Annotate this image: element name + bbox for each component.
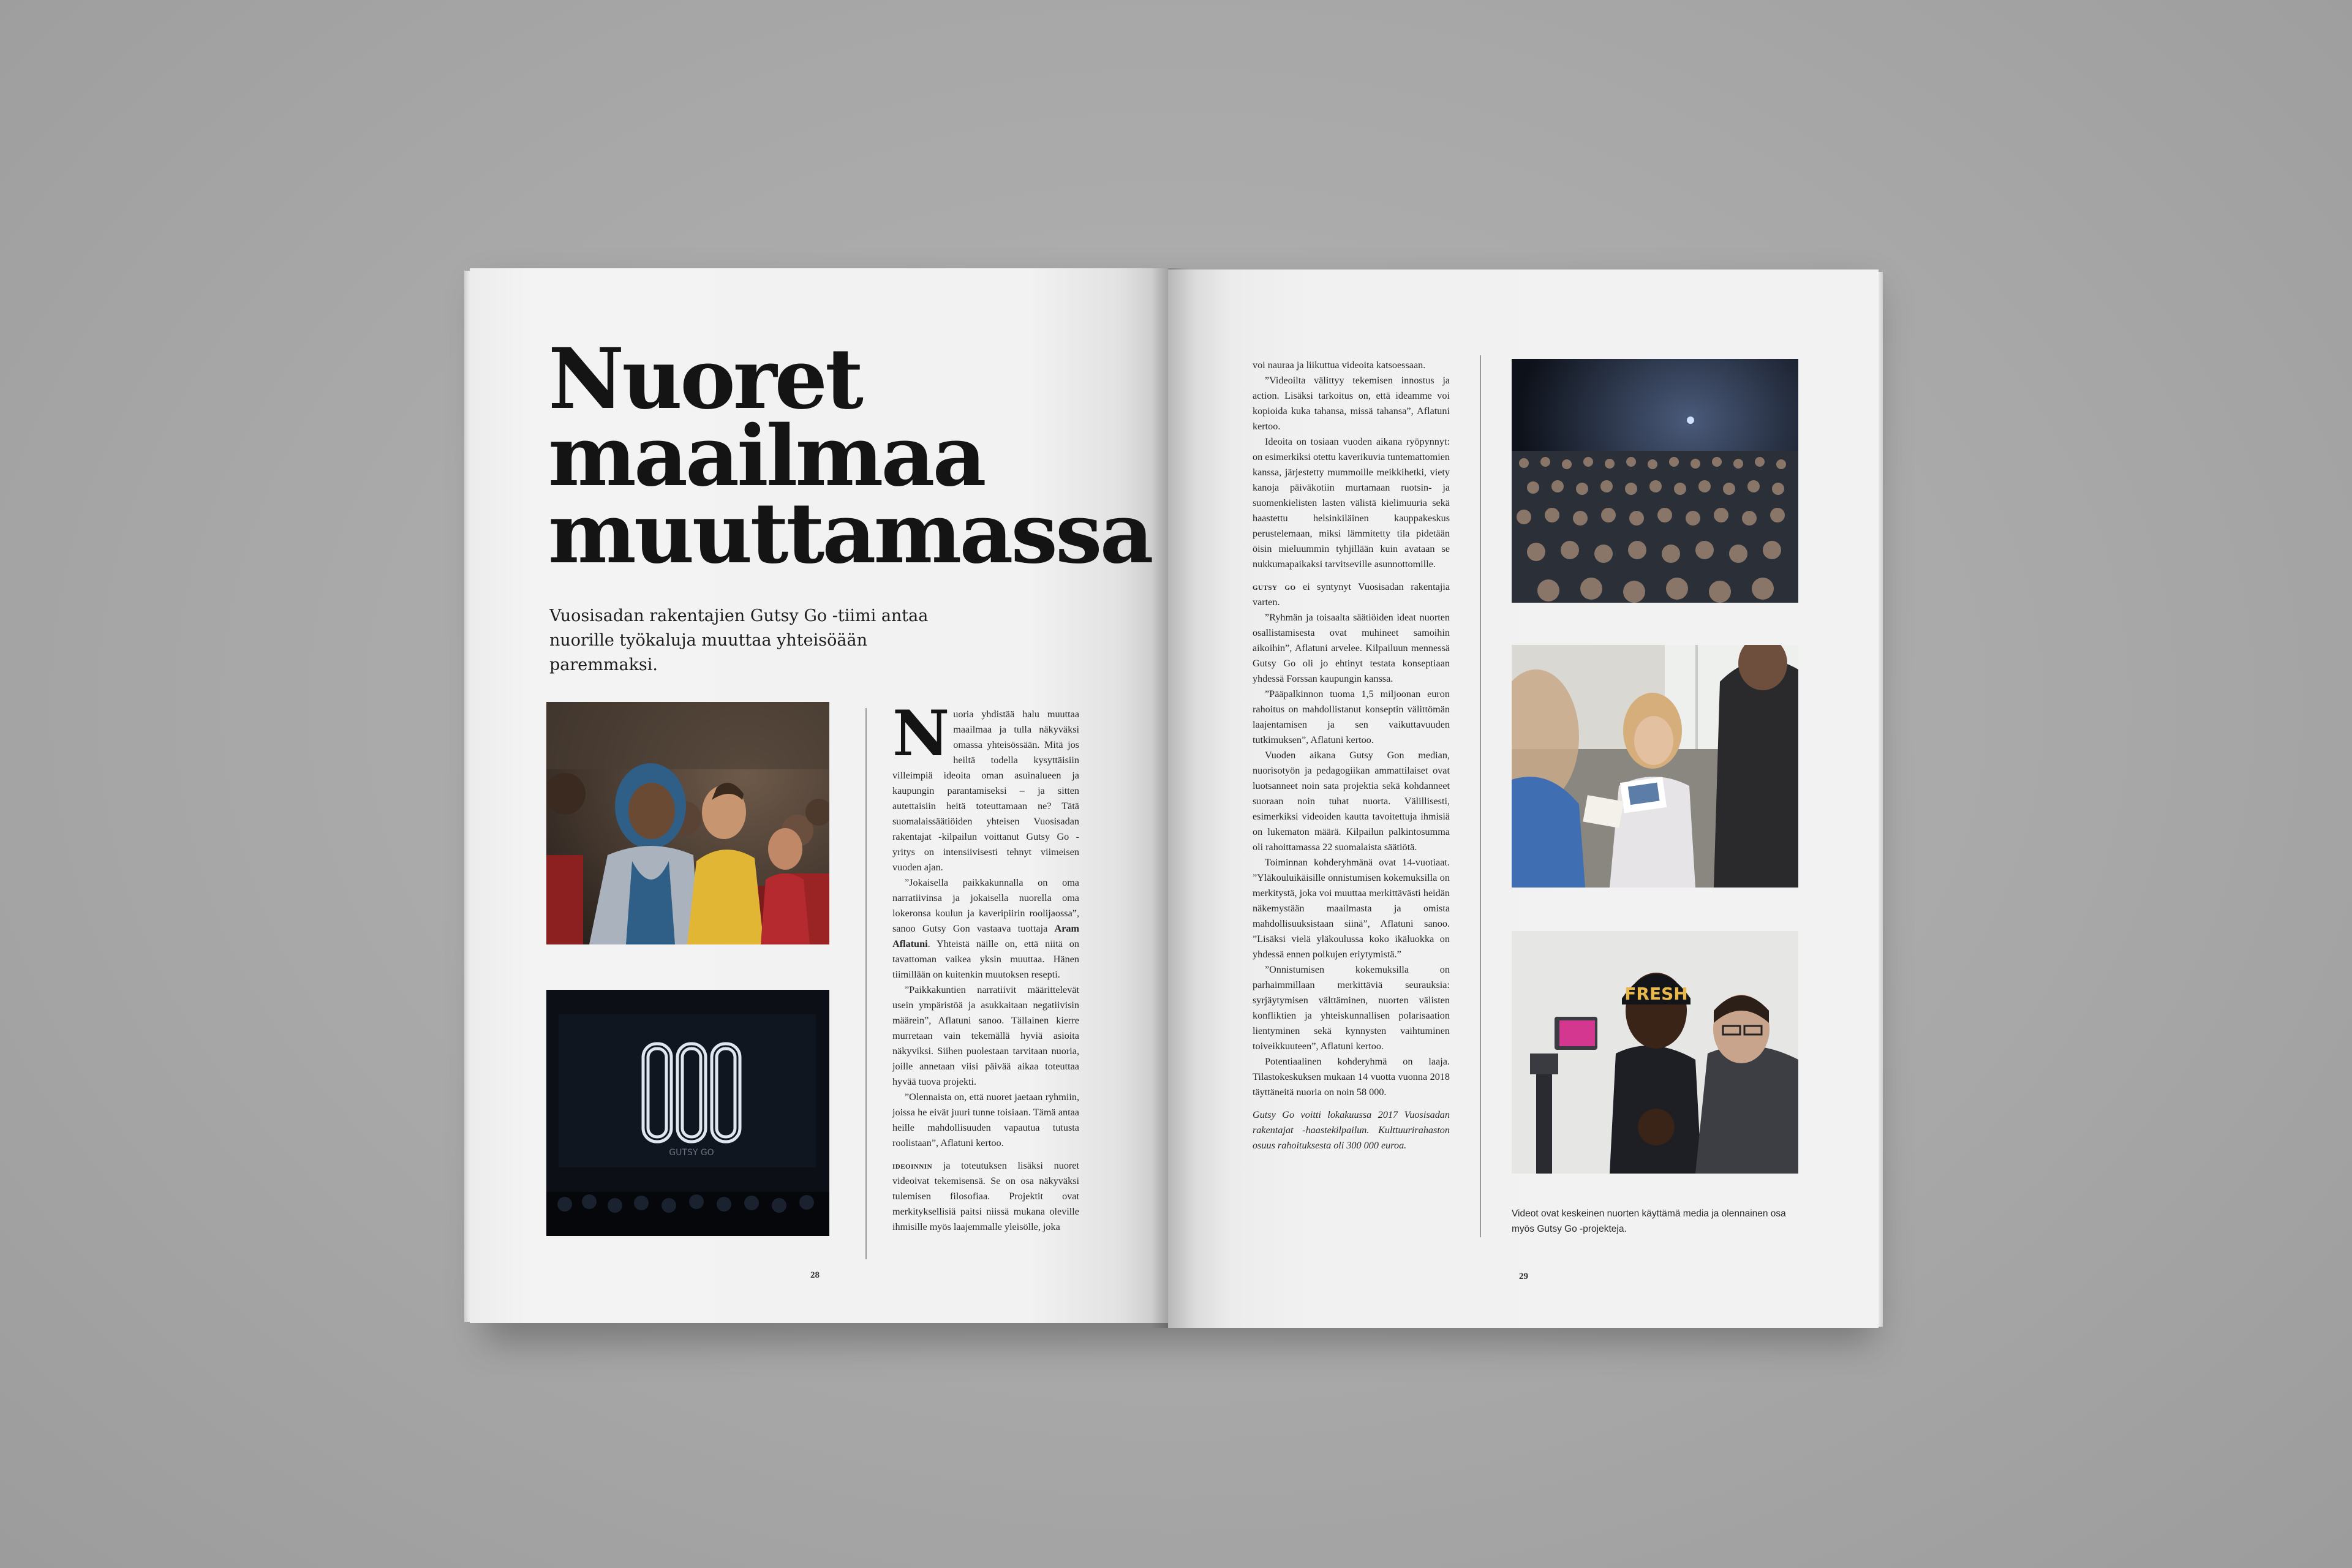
audience-photo (546, 702, 829, 944)
paragraph-4: ”Olennaista on, että nuoret jaetaan ryhmiin, joissa he eivät juuri tunne toisiaan. Tämä antaa heille mahdollisuuden vapautua tutusta roolistaan”, Aflatuni kertoo. (892, 1091, 1079, 1148)
headline-line-2: maailmaa (548, 407, 984, 505)
r-paragraph-8: Toiminnan kohderyhmänä ovat 14-vuotiaat. ”Yläkouluikäisille onnistumisen kokemuksilla on merkitystä, joka voi muuttaa merkittävästi heidän näkemystään maailmasta ja omista mahdollisuuksistaan siinä”, Aflatuni sanoo. ”Lisäksi vielä yläkoulussa koko ikäluokka on yhdessä ennen polkujen eriytymistä.” (1253, 857, 1450, 960)
r-paragraph-6: ”Pääpalkinnon tuoma 1,5 miljoonan euron rahoitus on mahdollistanut konseptin välittömän laajentamisen ja sen vaikuttavuuden tutkimuksen”, Aflatuni kertoo. (1253, 688, 1450, 745)
paragraph-5 (892, 1158, 1079, 1235)
intro-text: uoria yhdistää halu muuttaa maailmaa ja tulla näkyväksi omassa yhteisössään. Mitä jos heiltä todella kysyttäisiin villeimpiä ideoita oman asuinalueen ja kaupungin parantamiseksi – ja sitten autettaisiin heitä toteuttamaan ne? Tätä suomalaissäätiöiden yhteisen Vuosisadan rakentajat -kilpailun voittanut Gutsy Go -yritys on intensiivisesti tehnyt viimeisen vuoden ajan. (892, 709, 1079, 873)
r-paragraph-4-lead: gutsy go (1253, 581, 1296, 592)
theatre-crowd-photo (1512, 359, 1798, 603)
paragraph-2-text-b: . Yhteistä näille on, että niitä on tavattoman vaikea yksin muuttaa. Hänen tiimillään on kuitenkin muutoksen resepti. (892, 938, 1079, 980)
right-body-column (1253, 358, 1450, 1153)
r-paragraph-3: Ideoita on tosiaan vuoden aikana ryöpynnyt: on esimerkiksi otettu kaverikuvia tuntemattomien kanssa, järjestetty mummoille meikkihetki, viety kanoja päiväkotiin murtamaan ruotsin- ja suomenkielisten lasten välistä kielimuuria sekä haastettu helsinkiläinen kauppakeskus perustelemaan, miksi lämmitetty tila pidetään öisin mieluummin tyhjillään kuin avataan se nukkumapaikaksi tarvitseville asunnottomille. (1253, 436, 1450, 570)
left-body-column (892, 697, 1079, 1235)
right-page (1168, 270, 1879, 1328)
paragraph-5-lead: ideoinnin (892, 1160, 933, 1171)
r-paragraph-1: voi nauraa ja liikuttua videoita katsoessaan. (1253, 360, 1426, 371)
r-paragraph-5: ”Ryhmän ja toisaalta säätiöiden ideat nuorten osallistamisesta ovat muhineet samoihin aikoihin”, Aflatuni arvelee. Kilpailuun mennessä Gutsy Go oli jo ehtinyt testata konseptiaan yhdessä Forssan kaupungin kanssa. (1253, 612, 1450, 684)
theatre-crowd-image (1512, 359, 1798, 603)
r-paragraph-4 (1253, 579, 1450, 610)
lede-paragraph: Vuosisadan rakentajien Gutsy Go -tiimi antaa nuorille työkaluja muuttaa yhteisöään paremmaksi. (549, 606, 929, 674)
paragraph-3: ”Paikkakuntien narratiivit määrittelevät usein ympäristöä ja asukkaitaan negatiivisin määrein”, Aflatuni sanoo. Tällainen kierre murretaan vain tekemällä hyviä asioita näkyviksi. Siihen puolestaan tarvitaan nuoria, joille annetaan viisi päivää aikaa toteuttaa hyvää tuova projekti. (892, 984, 1079, 1087)
paragraph-5-text: ja toteutuksen lisäksi nuoret videoivat tekemisensä. Se on osa näkyväksi tulemisen filosofiaa. Projektit ovat merkityksellisiä paitsi niissä mukana oleville ihmisille myös laajemmalle yleisölle, joka (892, 1160, 1079, 1232)
photo-caption: Videot ovat keskeinen nuorten käyttämä media ja olennainen osa myös Gutsy Go -projekteja. (1512, 1208, 1786, 1234)
r-paragraph-7: Vuoden aikana Gutsy Gon median, nuorisotyön ja pedagogiikan ammattilaiset ovat luotsanneet noin sata projektia sekä kohdanneet suoraan noin tuhat nuorta. Välillisesti, esimerkiksi videoiden kautta tavoitettuja ihmisiä on lukematon määrä. Kilpailun palkintosumma oli rahoittamassa 22 suomalaista säätiötä. (1253, 750, 1450, 853)
workshop-image (1512, 645, 1798, 888)
paragraph-2-text-a: ”Jokaisella paikkakunnalla on oma narratiivinsa ja jokaisella nuorella oma lokeronsa koulun ja kaveripiirin roolijaossa”, sanoo Gutsy Gon vastaava tuottaja (892, 877, 1079, 934)
headline (548, 330, 1152, 582)
paragraph-2 (892, 875, 1079, 982)
r-paragraph-9: ”Onnistumisen kokemuksilla on parhaimmillaan merkittäviä seurauksia: syrjäytymisen välttäminen, nuorten välisten konfliktien ja yhteiskunnallisen polarisaation lientyminen sekä kynnysten vaihtuminen toiveikkuuteen”, Aflatuni kertoo. (1253, 964, 1450, 1052)
screen-text: GUTSY GO (669, 1148, 714, 1158)
drop-cap: N (892, 697, 950, 771)
headline-line-1: Nuoret (548, 330, 861, 428)
screen-photo-image (546, 990, 829, 1236)
r-paragraph-10: Potentiaalinen kohderyhmä on laaja. Tilastokeskuksen mukaan 14 vuotta vuonna 2018 täyttäneitä nuoria on noin 58 000. (1253, 1056, 1450, 1098)
page-number-left: 28 (810, 1270, 820, 1280)
intro-paragraph (892, 697, 1079, 875)
audience-photo-image (546, 702, 829, 944)
headline-line-3: muuttamassa (548, 484, 1152, 582)
gimbal-image (1512, 931, 1798, 1174)
gimbal-photo (1512, 931, 1798, 1174)
funding-note: Gutsy Go voitti lokakuussa 2017 Vuosisadan rakentajat -haastekilpailun. Kulttuurirahaston osuus rahoituksesta oli 300 000 euroa. (1253, 1109, 1450, 1151)
person-name: Aram Aflatuni (892, 923, 1079, 949)
right-column-rule (1480, 355, 1481, 1237)
r-paragraph-4-text: ei syntynyt Vuosisadan rakentajia varten. (1253, 581, 1450, 608)
screen-photo (546, 990, 829, 1236)
left-column-rule (865, 708, 867, 1259)
r-paragraph-2: ”Videoilta välittyy tekemisen innostus ja action. Lisäksi tarkoitus on, että ideamme voi kopioida kuka tahansa, missä tahansa”, Aflatuni kertoo. (1253, 375, 1450, 432)
left-page (470, 268, 1168, 1323)
workshop-photo (1512, 645, 1798, 888)
page-number-right: 29 (1519, 1272, 1528, 1281)
beanie-text: FRESH (1624, 984, 1688, 1004)
